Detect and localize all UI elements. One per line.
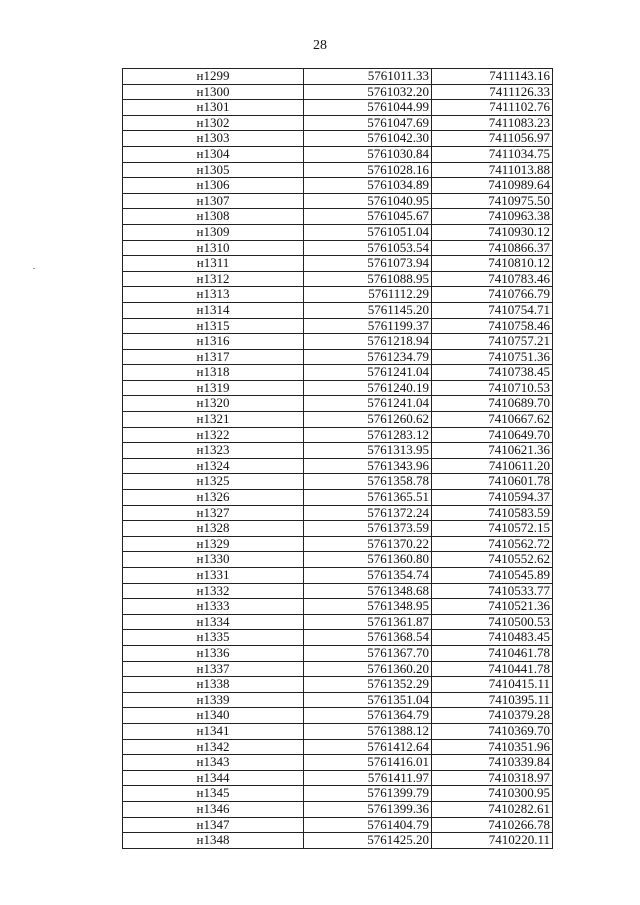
y-coordinate-cell: 7410339.84 xyxy=(432,755,553,771)
y-coordinate-cell: 7410751.36 xyxy=(432,349,553,365)
table-row xyxy=(123,302,553,318)
x-coordinate-cell: 5761313.95 xyxy=(304,443,432,459)
table-row xyxy=(123,474,553,490)
table-row xyxy=(123,224,553,240)
table-row xyxy=(123,770,553,786)
y-coordinate-cell: 7411013.88 xyxy=(432,162,553,178)
point-id-cell: н1309 xyxy=(123,224,304,240)
x-coordinate-cell: 5761352.29 xyxy=(304,677,432,693)
x-coordinate-cell: 5761234.79 xyxy=(304,349,432,365)
x-coordinate-cell: 5761073.94 xyxy=(304,256,432,272)
y-coordinate-cell: 7410483.45 xyxy=(432,630,553,646)
point-id-cell: н1344 xyxy=(123,770,304,786)
point-id-cell: н1314 xyxy=(123,302,304,318)
y-coordinate-cell: 7410810.12 xyxy=(432,256,553,272)
table-row xyxy=(123,568,553,584)
y-coordinate-cell: 7411126.33 xyxy=(432,84,553,100)
y-coordinate-cell: 7410611.20 xyxy=(432,458,553,474)
y-coordinate-cell: 7410351.96 xyxy=(432,739,553,755)
y-coordinate-cell: 7410601.78 xyxy=(432,474,553,490)
point-id-cell: н1308 xyxy=(123,209,304,225)
x-coordinate-cell: 5761343.96 xyxy=(304,458,432,474)
x-coordinate-cell: 5761411.97 xyxy=(304,770,432,786)
point-id-cell: н1323 xyxy=(123,443,304,459)
table-row xyxy=(123,739,553,755)
x-coordinate-cell: 5761241.04 xyxy=(304,365,432,381)
table-row xyxy=(123,427,553,443)
point-id-cell: н1337 xyxy=(123,661,304,677)
table-row xyxy=(123,536,553,552)
table-row xyxy=(123,287,553,303)
point-id-cell: н1322 xyxy=(123,427,304,443)
point-id-cell: н1299 xyxy=(123,69,304,85)
y-coordinate-cell: 7410689.70 xyxy=(432,396,553,412)
y-coordinate-cell: 7410754.71 xyxy=(432,302,553,318)
x-coordinate-cell: 5761348.68 xyxy=(304,583,432,599)
point-id-cell: н1320 xyxy=(123,396,304,412)
y-coordinate-cell: 7410989.64 xyxy=(432,178,553,194)
point-id-cell: н1302 xyxy=(123,115,304,131)
x-coordinate-cell: 5761358.78 xyxy=(304,474,432,490)
point-id-cell: н1300 xyxy=(123,84,304,100)
x-coordinate-cell: 5761360.20 xyxy=(304,661,432,677)
x-coordinate-cell: 5761365.51 xyxy=(304,490,432,506)
table-row xyxy=(123,380,553,396)
y-coordinate-cell: 7410545.89 xyxy=(432,568,553,584)
table-row xyxy=(123,193,553,209)
table-row xyxy=(123,833,553,849)
table-row xyxy=(123,100,553,116)
table-row xyxy=(123,645,553,661)
y-coordinate-cell: 7410594.37 xyxy=(432,490,553,506)
point-id-cell: н1340 xyxy=(123,708,304,724)
y-coordinate-cell: 7410649.70 xyxy=(432,427,553,443)
y-coordinate-cell: 7410667.62 xyxy=(432,412,553,428)
x-coordinate-cell: 5761354.74 xyxy=(304,568,432,584)
table-row xyxy=(123,256,553,272)
x-coordinate-cell: 5761088.95 xyxy=(304,271,432,287)
y-coordinate-cell: 7410621.36 xyxy=(432,443,553,459)
y-coordinate-cell: 7410533.77 xyxy=(432,583,553,599)
point-id-cell: н1315 xyxy=(123,318,304,334)
point-id-cell: н1305 xyxy=(123,162,304,178)
point-id-cell: н1306 xyxy=(123,178,304,194)
point-id-cell: н1346 xyxy=(123,801,304,817)
point-id-cell: н1303 xyxy=(123,131,304,147)
y-coordinate-cell: 7410783.46 xyxy=(432,271,553,287)
point-id-cell: н1301 xyxy=(123,100,304,116)
point-id-cell: н1345 xyxy=(123,786,304,802)
x-coordinate-cell: 5761368.54 xyxy=(304,630,432,646)
point-id-cell: н1348 xyxy=(123,833,304,849)
table-row xyxy=(123,723,553,739)
point-id-cell: н1338 xyxy=(123,677,304,693)
point-id-cell: н1311 xyxy=(123,256,304,272)
table-row xyxy=(123,443,553,459)
x-coordinate-cell: 5761053.54 xyxy=(304,240,432,256)
table-row xyxy=(123,505,553,521)
point-id-cell: н1328 xyxy=(123,521,304,537)
table-row xyxy=(123,131,553,147)
x-coordinate-cell: 5761199.37 xyxy=(304,318,432,334)
y-coordinate-cell: 7411034.75 xyxy=(432,146,553,162)
point-id-cell: н1318 xyxy=(123,365,304,381)
point-id-cell: н1343 xyxy=(123,755,304,771)
y-coordinate-cell: 7410562.72 xyxy=(432,536,553,552)
table-row xyxy=(123,396,553,412)
point-id-cell: н1333 xyxy=(123,599,304,615)
x-coordinate-cell: 5761425.20 xyxy=(304,833,432,849)
y-coordinate-cell: 7410379.28 xyxy=(432,708,553,724)
y-coordinate-cell: 7410500.53 xyxy=(432,614,553,630)
table-row xyxy=(123,146,553,162)
y-coordinate-cell: 7411102.76 xyxy=(432,100,553,116)
table-row xyxy=(123,801,553,817)
table-row xyxy=(123,708,553,724)
x-coordinate-cell: 5761011.33 xyxy=(304,69,432,85)
x-coordinate-cell: 5761399.79 xyxy=(304,786,432,802)
point-id-cell: н1307 xyxy=(123,193,304,209)
table-row xyxy=(123,115,553,131)
y-coordinate-cell: 7410930.12 xyxy=(432,224,553,240)
table-row xyxy=(123,521,553,537)
table-row xyxy=(123,178,553,194)
x-coordinate-cell: 5761051.04 xyxy=(304,224,432,240)
y-coordinate-cell: 7410266.78 xyxy=(432,817,553,833)
x-coordinate-cell: 5761030.84 xyxy=(304,146,432,162)
point-id-cell: н1317 xyxy=(123,349,304,365)
y-coordinate-cell: 7411056.97 xyxy=(432,131,553,147)
y-coordinate-cell: 7410415.11 xyxy=(432,677,553,693)
table-row xyxy=(123,661,553,677)
x-coordinate-cell: 5761044.99 xyxy=(304,100,432,116)
x-coordinate-cell: 5761373.59 xyxy=(304,521,432,537)
table-row xyxy=(123,786,553,802)
x-coordinate-cell: 5761047.69 xyxy=(304,115,432,131)
x-coordinate-cell: 5761240.19 xyxy=(304,380,432,396)
y-coordinate-cell: 7410461.78 xyxy=(432,645,553,661)
x-coordinate-cell: 5761416.01 xyxy=(304,755,432,771)
x-coordinate-cell: 5761032.20 xyxy=(304,84,432,100)
point-id-cell: н1330 xyxy=(123,552,304,568)
y-coordinate-cell: 7410757.21 xyxy=(432,334,553,350)
y-coordinate-cell: 7410369.70 xyxy=(432,723,553,739)
y-coordinate-cell: 7410395.11 xyxy=(432,692,553,708)
table-row xyxy=(123,334,553,350)
x-coordinate-cell: 5761040.95 xyxy=(304,193,432,209)
scan-speck xyxy=(33,268,35,269)
table-row xyxy=(123,240,553,256)
point-id-cell: н1347 xyxy=(123,817,304,833)
point-id-cell: н1332 xyxy=(123,583,304,599)
point-id-cell: н1312 xyxy=(123,271,304,287)
table-row xyxy=(123,365,553,381)
point-id-cell: н1341 xyxy=(123,723,304,739)
y-coordinate-cell: 7410963.38 xyxy=(432,209,553,225)
x-coordinate-cell: 5761045.67 xyxy=(304,209,432,225)
y-coordinate-cell: 7410572.15 xyxy=(432,521,553,537)
table-row xyxy=(123,630,553,646)
x-coordinate-cell: 5761364.79 xyxy=(304,708,432,724)
y-coordinate-cell: 7410552.62 xyxy=(432,552,553,568)
x-coordinate-cell: 5761404.79 xyxy=(304,817,432,833)
table-row xyxy=(123,599,553,615)
y-coordinate-cell: 7410975.50 xyxy=(432,193,553,209)
y-coordinate-cell: 7410220.11 xyxy=(432,833,553,849)
y-coordinate-cell: 7410318.97 xyxy=(432,770,553,786)
table-row xyxy=(123,490,553,506)
x-coordinate-cell: 5761028.16 xyxy=(304,162,432,178)
x-coordinate-cell: 5761372.24 xyxy=(304,505,432,521)
y-coordinate-cell: 7410866.37 xyxy=(432,240,553,256)
x-coordinate-cell: 5761145.20 xyxy=(304,302,432,318)
point-id-cell: н1334 xyxy=(123,614,304,630)
coordinates-table xyxy=(122,68,553,849)
x-coordinate-cell: 5761283.12 xyxy=(304,427,432,443)
y-coordinate-cell: 7410738.45 xyxy=(432,365,553,381)
table-row xyxy=(123,677,553,693)
point-id-cell: н1342 xyxy=(123,739,304,755)
y-coordinate-cell: 7411083.23 xyxy=(432,115,553,131)
x-coordinate-cell: 5761260.62 xyxy=(304,412,432,428)
y-coordinate-cell: 7410710.53 xyxy=(432,380,553,396)
x-coordinate-cell: 5761399.36 xyxy=(304,801,432,817)
table-row xyxy=(123,755,553,771)
x-coordinate-cell: 5761042.30 xyxy=(304,131,432,147)
x-coordinate-cell: 5761034.89 xyxy=(304,178,432,194)
point-id-cell: н1304 xyxy=(123,146,304,162)
x-coordinate-cell: 5761112.29 xyxy=(304,287,432,303)
y-coordinate-cell: 7410758.46 xyxy=(432,318,553,334)
point-id-cell: н1310 xyxy=(123,240,304,256)
point-id-cell: н1319 xyxy=(123,380,304,396)
x-coordinate-cell: 5761412.64 xyxy=(304,739,432,755)
table-row xyxy=(123,162,553,178)
point-id-cell: н1321 xyxy=(123,412,304,428)
table-row xyxy=(123,412,553,428)
x-coordinate-cell: 5761218.94 xyxy=(304,334,432,350)
x-coordinate-cell: 5761370.22 xyxy=(304,536,432,552)
point-id-cell: н1335 xyxy=(123,630,304,646)
point-id-cell: н1329 xyxy=(123,536,304,552)
y-coordinate-cell: 7410441.78 xyxy=(432,661,553,677)
x-coordinate-cell: 5761360.80 xyxy=(304,552,432,568)
table-row xyxy=(123,552,553,568)
table-row xyxy=(123,84,553,100)
coordinates-table-body xyxy=(123,69,553,849)
y-coordinate-cell: 7410521.36 xyxy=(432,599,553,615)
table-row xyxy=(123,349,553,365)
table-row xyxy=(123,458,553,474)
x-coordinate-cell: 5761367.70 xyxy=(304,645,432,661)
x-coordinate-cell: 5761241.04 xyxy=(304,396,432,412)
y-coordinate-cell: 7410766.79 xyxy=(432,287,553,303)
x-coordinate-cell: 5761351.04 xyxy=(304,692,432,708)
point-id-cell: н1313 xyxy=(123,287,304,303)
table-row xyxy=(123,209,553,225)
y-coordinate-cell: 7410282.61 xyxy=(432,801,553,817)
x-coordinate-cell: 5761361.87 xyxy=(304,614,432,630)
table-row xyxy=(123,271,553,287)
point-id-cell: н1324 xyxy=(123,458,304,474)
point-id-cell: н1331 xyxy=(123,568,304,584)
page-number: 28 xyxy=(313,38,327,53)
point-id-cell: н1316 xyxy=(123,334,304,350)
y-coordinate-cell: 7410583.59 xyxy=(432,505,553,521)
x-coordinate-cell: 5761388.12 xyxy=(304,723,432,739)
point-id-cell: н1336 xyxy=(123,645,304,661)
table-row xyxy=(123,817,553,833)
table-row xyxy=(123,318,553,334)
y-coordinate-cell: 7411143.16 xyxy=(432,69,553,85)
point-id-cell: н1327 xyxy=(123,505,304,521)
table-row xyxy=(123,69,553,85)
point-id-cell: н1339 xyxy=(123,692,304,708)
table-row xyxy=(123,583,553,599)
y-coordinate-cell: 7410300.95 xyxy=(432,786,553,802)
table-row xyxy=(123,692,553,708)
x-coordinate-cell: 5761348.95 xyxy=(304,599,432,615)
table-row xyxy=(123,614,553,630)
point-id-cell: н1325 xyxy=(123,474,304,490)
point-id-cell: н1326 xyxy=(123,490,304,506)
